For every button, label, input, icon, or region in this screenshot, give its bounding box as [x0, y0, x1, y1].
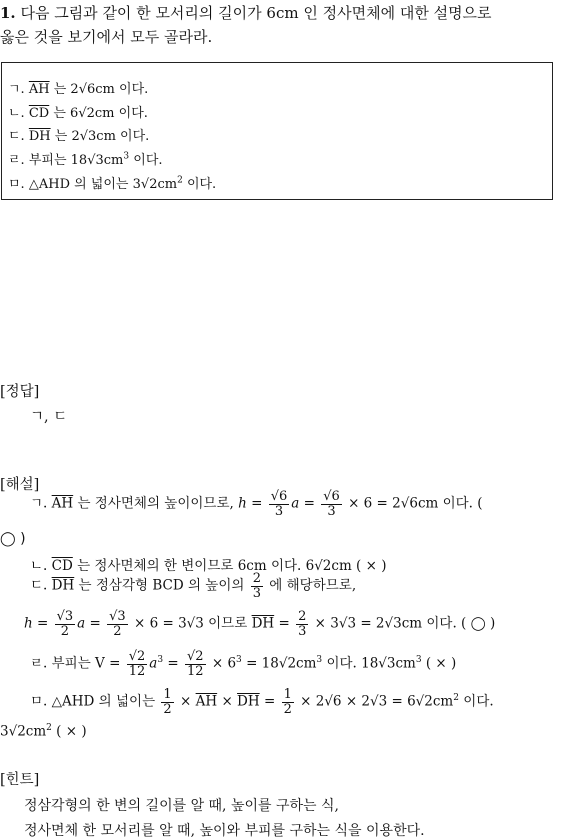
fraction: $\frac{√3}{2}$ [56, 609, 74, 639]
hint-header: [힌트] [0, 772, 40, 788]
hint-line-2: 정사면체 한 모서리를 알 때, 높이와 부피를 구하는 식을 이용한다. [24, 823, 425, 839]
solution-line-6-cont: $3√2cm^2$ ( × ) [0, 723, 87, 740]
fraction: $\frac{1}{2}$ [163, 687, 172, 717]
hint-line-1: 정삼각형의 한 변의 길이를 알 때, 높이를 구하는 식, [24, 798, 339, 814]
solution-line-3: ㄷ. $\overline{DH}$ 는 정삼각형 BCD 의 높이의 $\frac{2}{3}$ 에 해당하므로, [30, 571, 357, 601]
solution-line-4: h = $\frac{√3}{2}$ a = $\frac{√3}{2}$ × 6 = 3√3 이므로 $\overline{DH}$ = $\frac{2}{3}$ × 3√3 = 2√3cm 이다. ( ◯ ) [24, 609, 496, 639]
problem-line-2: 옳은 것을 보기에서 모두 골라라. [0, 28, 213, 46]
fraction: $\frac{√2}{12}$ [128, 649, 146, 679]
solution-line-6: ㅁ. △AHD 의 넓이는 $\frac{1}{2}$ × $\overline{AH} \times \overline{DH}$ = $\frac{1}{2}$ × $2√6 \times 2√3 = 6√2cm^2$ 이다. [30, 687, 494, 717]
fraction: $\frac{√2}{12}$ [186, 649, 204, 679]
option-a: ㄱ. $\overline{AH}$ 는 2 √ 6cm 이다. [8, 78, 148, 97]
answer-header: [정답] [0, 384, 40, 400]
answer-value: ㄱ, ㄷ [30, 409, 68, 425]
solution-line-2: ㄴ. $\overline{CD}$ 는 정사면체의 한 변이므로 6cm 이다. 6√2cm ( × ) [30, 558, 387, 574]
problem-line-1: 다음 그림과 같이 한 모서리의 길이가 6cm 인 정사면체에 대한 설명으로 [20, 4, 492, 22]
problem-text [0, 2, 492, 23]
fraction: $\frac{2}{3}$ [298, 609, 307, 639]
fraction: $\frac{2}{3}$ [252, 571, 261, 601]
option-c: ㄷ. $\overline{DH}$ 는 2 √ 3cm 이다. [8, 125, 149, 144]
option-d: ㄹ. 부피는 18 √ $3cm^3$ 이다. [8, 149, 163, 168]
option-e: ㅁ. △AHD 의 넓이는 3 √ $2cm^2$ 이다. [8, 173, 216, 192]
solution-line-5: ㄹ. 부피는 V = $\frac{√2}{12}$ $a^3$ = $\frac{√2}{12}$ × $6^3 = 18√2cm^3$ 이다. $18√3cm^3$ ( × ) [30, 649, 457, 679]
solution-line-1: ㄱ. $\overline{AH}$ 는 정사면체의 높이이므로, h = $\frac{√6}{3}$ a = $\frac{√6}{3}$ × 6 = 2√6cm 이다. ( [30, 489, 483, 519]
problem-number: 1. [0, 4, 16, 22]
fraction: $\frac{1}{2}$ [283, 687, 292, 717]
solution-header: [해설] [0, 477, 40, 493]
option-b: ㄴ. $\overline{CD}$ 는 6 √ 2cm 이다. [8, 102, 148, 121]
fraction: $\frac{√6}{3}$ [323, 489, 340, 519]
fraction: $\frac{√3}{2}$ [109, 609, 126, 639]
solution-line-1-cont: ◯ ) [0, 531, 26, 547]
fraction: $\frac{√6}{3}$ [270, 489, 288, 519]
